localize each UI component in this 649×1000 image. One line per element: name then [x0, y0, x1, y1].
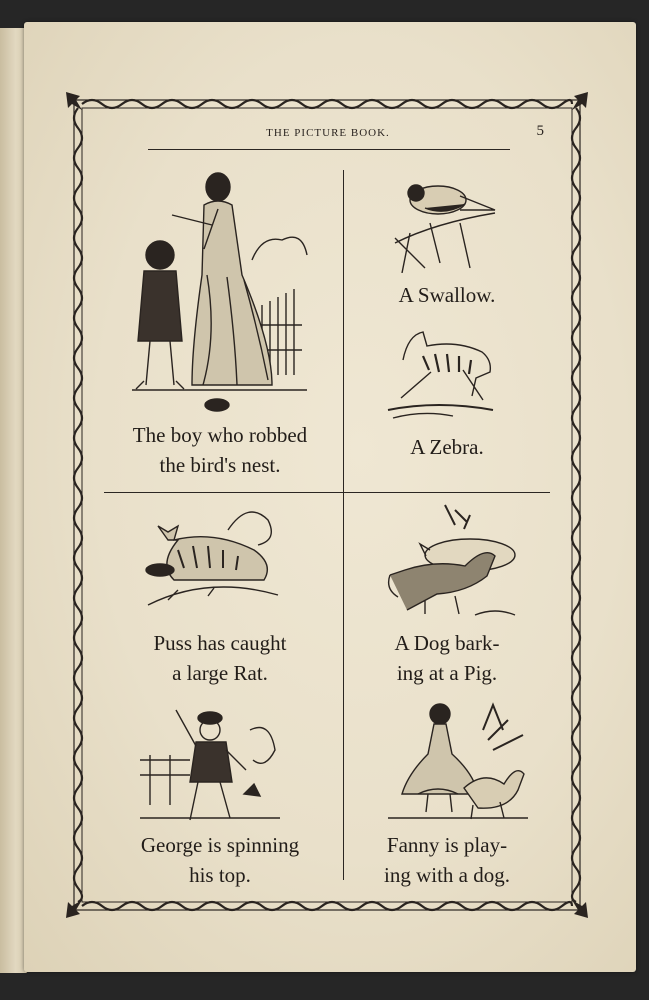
swallow-illustration	[390, 178, 505, 273]
header-rule	[148, 149, 510, 150]
caption-george-top: George is spinning his top.	[140, 833, 300, 887]
page-number: 5	[536, 123, 544, 139]
boy-nest-illustration	[132, 165, 312, 415]
running-header	[148, 121, 548, 151]
caption-dog-pig: A Dog bark- ing at a Pig.	[394, 631, 500, 685]
book-title: THE PICTURE BOOK.	[266, 127, 390, 139]
vertical-divider	[343, 170, 344, 880]
caption-fanny-dog: Fanny is play- ing with a dog.	[384, 833, 510, 887]
puss-rat-illustration	[138, 500, 288, 615]
horizontal-divider	[104, 492, 550, 493]
george-top-illustration	[140, 700, 280, 828]
zebra-illustration	[383, 330, 498, 425]
caption-puss-rat: Puss has caught a large Rat.	[153, 631, 287, 685]
caption-zebra: A Zebra.	[410, 435, 484, 459]
fanny-dog-illustration	[388, 700, 528, 825]
caption-boy-nest: The boy who robbed the bird's nest.	[132, 423, 308, 477]
dog-pig-illustration	[385, 500, 535, 625]
facing-page-edge	[0, 28, 27, 973]
caption-swallow: A Swallow.	[398, 283, 496, 307]
